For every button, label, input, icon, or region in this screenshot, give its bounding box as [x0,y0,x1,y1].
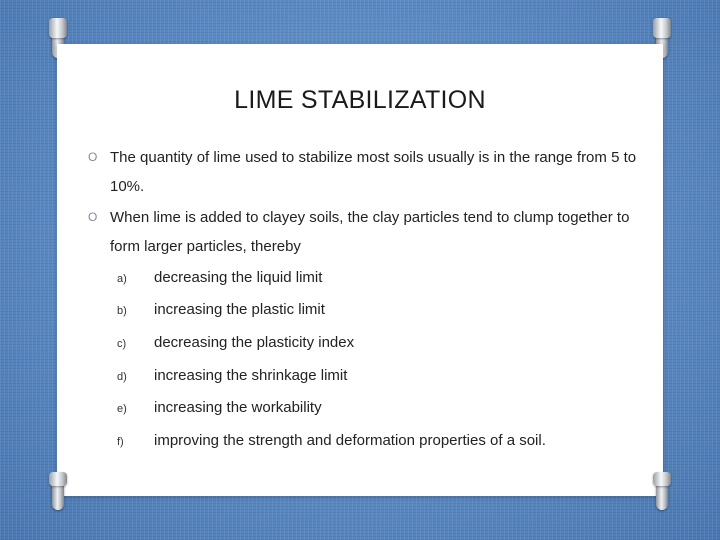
sub-list-text: decreasing the liquid limit [154,269,323,286]
sub-list-item [117,268,637,288]
bullet-item [88,143,648,201]
sub-list-item [117,333,637,353]
sub-list-text: decreasing the plasticity index [154,334,355,351]
sub-list-marker: c) [117,338,127,350]
sub-list-item [117,366,637,386]
sub-list-marker: e) [117,403,127,415]
sub-list-item [117,431,637,451]
sub-list-text: improving the strength and deformation properties of a soil. [154,432,546,449]
sub-list-item [117,398,637,418]
sub-list-text: increasing the plastic limit [154,301,325,318]
sub-list-marker: d) [117,371,127,383]
bullet-item [88,203,648,261]
bullet-text: When lime is added to clayey soils, the clay particles tend to clump together to form larger particles, thereby [110,209,630,255]
binder-clip-bottom-right [653,472,671,528]
bullet-marker: O [88,150,98,164]
bullet-marker: O [88,210,98,224]
sub-list-marker: a) [117,273,127,285]
binder-clip-bottom-left [49,472,67,528]
sub-list-text: increasing the workability [154,399,322,416]
sub-list-text: increasing the shrinkage limit [154,367,348,384]
sub-list-marker: b) [117,305,127,317]
sub-list-item [117,300,637,320]
slide-title: LIME STABILIZATION [234,86,486,114]
bullet-text: The quantity of lime used to stabilize most soils usually is in the range from 5 to 10%. [110,149,637,195]
sub-list-marker: f) [117,436,124,448]
